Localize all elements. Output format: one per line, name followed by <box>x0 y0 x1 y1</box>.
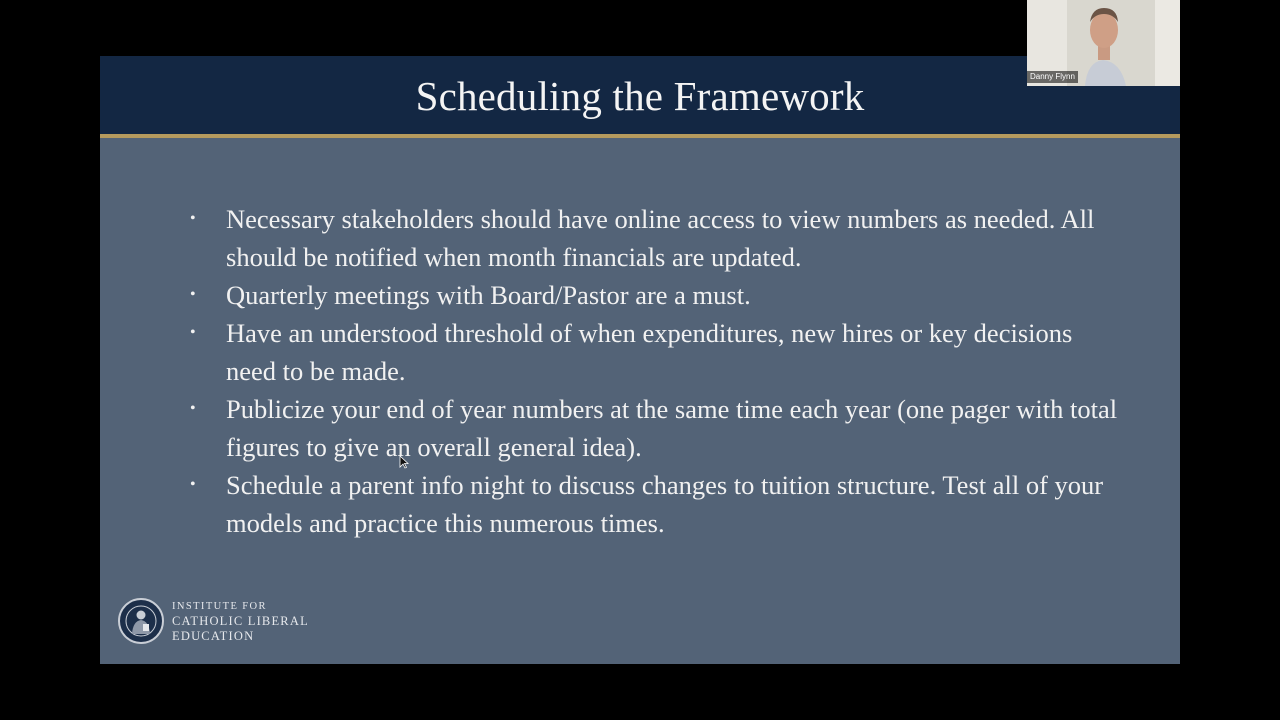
bullet-marker: • <box>190 286 196 303</box>
bullet-marker: • <box>190 210 196 227</box>
bullet-text: Necessary stakeholders should have online access to view numbers as needed. All should be notified when month financials are updated. <box>226 204 1095 272</box>
bullet-item <box>188 200 1118 276</box>
bullet-item <box>188 466 1118 542</box>
bullet-item <box>188 390 1118 466</box>
bullet-item <box>188 314 1118 390</box>
participant-name: Danny Flynn <box>1027 71 1078 83</box>
presentation-slide <box>100 56 1180 664</box>
bullet-marker: • <box>190 324 196 341</box>
logo-line-1: INSTITUTE FOR <box>172 600 267 612</box>
medallion-icon <box>118 598 164 644</box>
slide-title: Scheduling the Framework <box>415 73 865 119</box>
bullet-marker: • <box>190 476 196 493</box>
logo-wordmark <box>172 599 309 644</box>
slide-header <box>100 56 1180 134</box>
bullet-text: Publicize your end of year numbers at the same time each year (one pager with total figures to give an overall general idea). <box>226 394 1118 462</box>
logo-line-3: EDUCATION <box>172 628 255 643</box>
institute-logo <box>118 598 309 644</box>
mouse-cursor-icon <box>399 455 409 469</box>
bullet-list <box>188 200 1118 542</box>
participant-video-tile[interactable] <box>1027 0 1180 86</box>
bullet-text: Schedule a parent info night to discuss changes to tuition structure. Test all of your models and practice this numerous times. <box>226 470 1104 538</box>
bullet-marker: • <box>190 400 196 417</box>
bullet-item <box>188 276 1118 314</box>
bullet-text: Quarterly meetings with Board/Pastor are a must. <box>226 280 751 310</box>
bullet-text: Have an understood threshold of when expenditures, new hires or key decisions need to be made. <box>226 318 1073 386</box>
header-accent-rule <box>100 134 1180 138</box>
logo-line-2: CATHOLIC LIBERAL <box>172 613 309 628</box>
